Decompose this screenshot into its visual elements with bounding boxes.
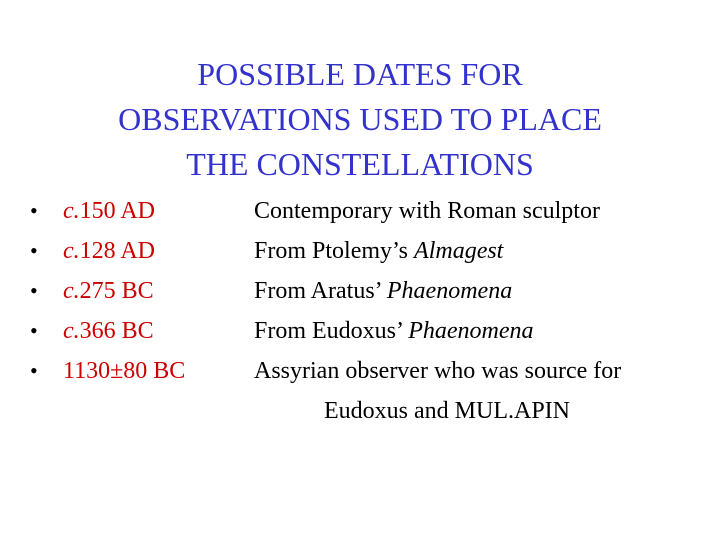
notes-column <box>254 191 621 431</box>
bullet-icon: • <box>30 238 38 263</box>
note-title: Phaenomena <box>408 318 534 344</box>
bullet-icon: • <box>30 278 38 303</box>
date-item <box>30 231 185 271</box>
date-value: 1130±80 BC <box>63 358 186 384</box>
date-item <box>30 351 185 391</box>
note-text: From Ptolemy’s <box>254 238 415 264</box>
note-text: Assyrian observer who was source for <box>254 358 622 384</box>
date-value: 128 AD <box>79 238 155 264</box>
note-text: From Eudoxus’ <box>254 318 409 344</box>
note-text: From Aratus’ <box>254 278 387 304</box>
note-line <box>254 351 621 431</box>
note-text: Contemporary with Roman sculptor <box>254 198 600 224</box>
bullet-icon: • <box>30 198 38 223</box>
note-title: Phaenomena <box>386 278 513 304</box>
date-item <box>30 191 185 231</box>
date-prefix: c. <box>63 198 80 224</box>
note-continuation: Eudoxus and MUL.APIN <box>324 398 570 424</box>
note-line <box>254 191 621 231</box>
bullet-icon: • <box>30 358 38 383</box>
date-value: 150 AD <box>79 198 155 224</box>
date-item <box>30 311 185 351</box>
date-item <box>30 271 185 311</box>
note-title: Almagest <box>414 238 504 264</box>
slide-title <box>0 52 720 187</box>
note-line <box>254 271 621 311</box>
date-prefix: c. <box>63 318 80 344</box>
date-prefix: c. <box>63 278 80 304</box>
title-line: THE CONSTELLATIONS <box>186 146 534 182</box>
note-line <box>254 311 621 351</box>
date-prefix: c. <box>63 238 80 264</box>
bullet-icon: • <box>30 318 38 343</box>
note-line <box>254 231 621 271</box>
date-list <box>30 191 185 391</box>
title-line: OBSERVATIONS USED TO PLACE <box>118 101 602 137</box>
date-value: 275 BC <box>79 278 154 304</box>
date-value: 366 BC <box>79 318 154 344</box>
title-line: POSSIBLE DATES FOR <box>197 56 523 92</box>
